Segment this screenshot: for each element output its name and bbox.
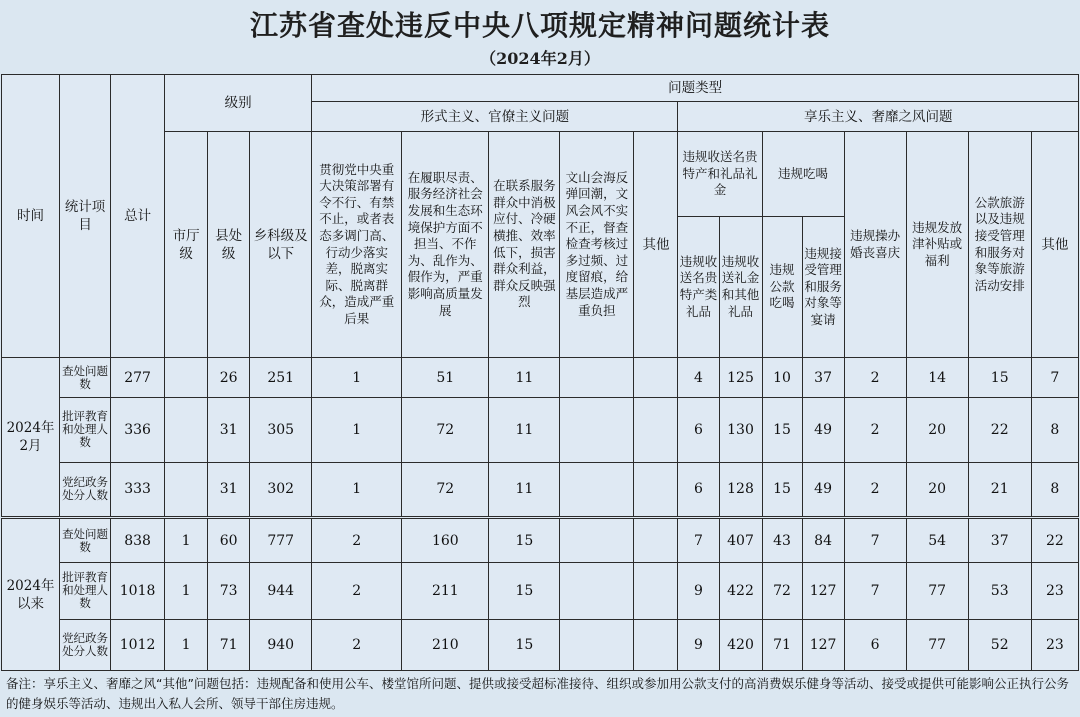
cell-f1: 1 xyxy=(312,462,402,517)
cell-allowance: 77 xyxy=(906,563,968,619)
cell-travel: 52 xyxy=(968,619,1031,670)
cell-dining-a: 71 xyxy=(762,619,802,670)
header-level-city: 市厅级 xyxy=(165,132,208,358)
page-subtitle: （2024年2月） xyxy=(480,49,600,68)
row-label: 批评教育和处理人数 xyxy=(60,563,111,619)
table-row xyxy=(2,462,1079,517)
cell-township: 305 xyxy=(250,398,312,462)
cell-county: 31 xyxy=(208,398,250,462)
cell-city xyxy=(165,398,208,462)
cell-city: 1 xyxy=(165,563,208,619)
cell-h-other: 8 xyxy=(1031,398,1078,462)
period-cell: 2024年以来 xyxy=(2,518,60,671)
row-label: 党纪政务处分人数 xyxy=(60,462,111,517)
cell-total: 333 xyxy=(111,462,165,517)
cell-f1: 2 xyxy=(312,619,402,670)
cell-h-other: 23 xyxy=(1031,563,1078,619)
table-row xyxy=(2,619,1079,670)
cell-county: 26 xyxy=(208,358,250,398)
cell-f5 xyxy=(634,358,678,398)
header-total: 总计 xyxy=(111,75,165,358)
cell-f5 xyxy=(634,518,678,563)
header-travel: 公款旅游以及违规接受管理和服务对象等旅游活动安排 xyxy=(968,132,1031,358)
cell-total: 336 xyxy=(111,398,165,462)
cell-wedding: 7 xyxy=(844,518,906,563)
cell-f1: 2 xyxy=(312,563,402,619)
header-wedding: 违规操办婚丧喜庆 xyxy=(844,132,906,358)
row-label: 批评教育和处理人数 xyxy=(60,398,111,462)
cell-wedding: 7 xyxy=(844,563,906,619)
cell-f2: 211 xyxy=(402,563,489,619)
cell-f5 xyxy=(634,619,678,670)
header-level-township: 乡科级及以下 xyxy=(250,132,312,358)
row-label: 查处问题数 xyxy=(60,358,111,398)
cell-gift-a: 9 xyxy=(678,563,719,619)
cell-f4 xyxy=(560,358,634,398)
cell-f5 xyxy=(634,563,678,619)
header-formalism-duty: 在履职尽责、服务经济社会发展和生态环境保护方面不担当、不作为、乱作为、假作为，严重影响高质量发展 xyxy=(402,132,489,358)
cell-gift-b: 422 xyxy=(719,563,762,619)
header-item: 统计项目 xyxy=(60,75,111,358)
cell-dining-a: 43 xyxy=(762,518,802,563)
cell-total: 1012 xyxy=(111,619,165,670)
header-level: 级别 xyxy=(165,75,312,132)
cell-f1: 1 xyxy=(312,398,402,462)
cell-f4 xyxy=(560,563,634,619)
cell-f3: 11 xyxy=(489,398,560,462)
cell-allowance: 54 xyxy=(906,518,968,563)
cell-f3: 11 xyxy=(489,358,560,398)
cell-f3: 15 xyxy=(489,563,560,619)
header-formalism-service: 在联系服务群众中消极应付、冷硬横推、效率低下，损害群众利益，群众反映强烈 xyxy=(489,132,560,358)
cell-total: 277 xyxy=(111,358,165,398)
cell-gift-b: 407 xyxy=(719,518,762,563)
cell-township: 777 xyxy=(250,518,312,563)
cell-wedding: 2 xyxy=(844,358,906,398)
cell-f2: 72 xyxy=(402,462,489,517)
cell-dining-a: 72 xyxy=(762,563,802,619)
table-row xyxy=(2,518,1079,563)
cell-f4 xyxy=(560,518,634,563)
cell-township: 302 xyxy=(250,462,312,517)
cell-h-other: 22 xyxy=(1031,518,1078,563)
header-formalism-other: 其他 xyxy=(634,132,678,358)
row-label: 查处问题数 xyxy=(60,518,111,563)
cell-f2: 51 xyxy=(402,358,489,398)
header-dining-public: 违规公款吃喝 xyxy=(762,217,802,358)
cell-dining-b: 49 xyxy=(802,398,844,462)
cell-township: 944 xyxy=(250,563,312,619)
cell-f4 xyxy=(560,462,634,517)
header-gift-specialty: 违规收送名贵特产类礼品 xyxy=(678,217,719,358)
cell-f5 xyxy=(634,398,678,462)
cell-city: 1 xyxy=(165,518,208,563)
footnote: 备注：享乐主义、奢靡之风“其他”问题包括：违规配备和使用公车、楼堂馆所问题、提供或接受超标准接待、组织或参加用公款支付的高消费娱乐健身等活动、接受或提供可能影响公正执行公务的健身娱乐等活动、违规出入私人会所、领导干部住房违规。 xyxy=(6,676,1069,711)
cell-allowance: 20 xyxy=(906,462,968,517)
cell-travel: 15 xyxy=(968,358,1031,398)
cell-gift-a: 6 xyxy=(678,462,719,517)
header-level-county: 县处级 xyxy=(208,132,250,358)
cell-gift-b: 125 xyxy=(719,358,762,398)
cell-dining-a: 10 xyxy=(762,358,802,398)
header-dining: 违规吃喝 xyxy=(762,132,844,217)
cell-county: 60 xyxy=(208,518,250,563)
header-time: 时间 xyxy=(2,75,60,358)
header-allowance: 违规发放津补贴或福利 xyxy=(906,132,968,358)
cell-f3: 15 xyxy=(489,619,560,670)
cell-city: 1 xyxy=(165,619,208,670)
header-formalism-decision: 贯彻党中央重大决策部署有令不行、有禁不止，或者表态多调门高、行动少落实差，脱离实际、脱离群众，造成严重后果 xyxy=(312,132,402,358)
cell-gift-b: 128 xyxy=(719,462,762,517)
table-row xyxy=(2,358,1079,398)
period-cell: 2024年2月 xyxy=(2,358,60,518)
header-gift: 违规收送名贵特产和礼品礼金 xyxy=(678,132,762,217)
table-row xyxy=(2,398,1079,462)
cell-wedding: 6 xyxy=(844,619,906,670)
cell-allowance: 14 xyxy=(906,358,968,398)
cell-allowance: 20 xyxy=(906,398,968,462)
header-gift-cash: 违规收送礼金和其他礼品 xyxy=(719,217,762,358)
cell-travel: 37 xyxy=(968,518,1031,563)
cell-f2: 160 xyxy=(402,518,489,563)
cell-gift-b: 420 xyxy=(719,619,762,670)
cell-total: 838 xyxy=(111,518,165,563)
cell-wedding: 2 xyxy=(844,462,906,517)
cell-f3: 11 xyxy=(489,462,560,517)
header-formalism: 形式主义、官僚主义问题 xyxy=(312,102,678,132)
cell-travel: 53 xyxy=(968,563,1031,619)
header-hedonism-other: 其他 xyxy=(1031,132,1078,358)
header-problem-type: 问题类型 xyxy=(312,75,1079,102)
cell-travel: 22 xyxy=(968,398,1031,462)
cell-h-other: 8 xyxy=(1031,462,1078,517)
cell-city xyxy=(165,358,208,398)
cell-county: 73 xyxy=(208,563,250,619)
header-formalism-meetings: 文山会海反弹回潮，文风会风不实不正，督查检查考核过多过频、过度留痕，给基层造成严重负担 xyxy=(560,132,634,358)
cell-gift-a: 7 xyxy=(678,518,719,563)
cell-township: 251 xyxy=(250,358,312,398)
cell-dining-a: 15 xyxy=(762,398,802,462)
cell-township: 940 xyxy=(250,619,312,670)
cell-dining-a: 15 xyxy=(762,462,802,517)
cell-county: 31 xyxy=(208,462,250,517)
cell-dining-b: 127 xyxy=(802,563,844,619)
statistics-table xyxy=(1,74,1079,671)
cell-travel: 21 xyxy=(968,462,1031,517)
cell-f4 xyxy=(560,398,634,462)
cell-gift-b: 130 xyxy=(719,398,762,462)
cell-dining-b: 84 xyxy=(802,518,844,563)
cell-h-other: 23 xyxy=(1031,619,1078,670)
cell-f4 xyxy=(560,619,634,670)
cell-wedding: 2 xyxy=(844,398,906,462)
cell-city xyxy=(165,462,208,517)
cell-f2: 72 xyxy=(402,398,489,462)
cell-dining-b: 49 xyxy=(802,462,844,517)
cell-total: 1018 xyxy=(111,563,165,619)
table-row xyxy=(2,563,1079,619)
row-label: 党纪政务处分人数 xyxy=(60,619,111,670)
page-title: 江苏省查处违反中央八项规定精神问题统计表 xyxy=(249,9,830,42)
cell-f1: 2 xyxy=(312,518,402,563)
cell-allowance: 77 xyxy=(906,619,968,670)
cell-f2: 210 xyxy=(402,619,489,670)
cell-dining-b: 37 xyxy=(802,358,844,398)
cell-gift-a: 4 xyxy=(678,358,719,398)
header-dining-banquet: 违规接受管理和服务对象等宴请 xyxy=(802,217,844,358)
cell-dining-b: 127 xyxy=(802,619,844,670)
header-hedonism: 享乐主义、奢靡之风问题 xyxy=(678,102,1079,132)
cell-f3: 15 xyxy=(489,518,560,563)
cell-county: 71 xyxy=(208,619,250,670)
cell-gift-a: 6 xyxy=(678,398,719,462)
cell-h-other: 7 xyxy=(1031,358,1078,398)
cell-f5 xyxy=(634,462,678,517)
cell-gift-a: 9 xyxy=(678,619,719,670)
cell-f1: 1 xyxy=(312,358,402,398)
